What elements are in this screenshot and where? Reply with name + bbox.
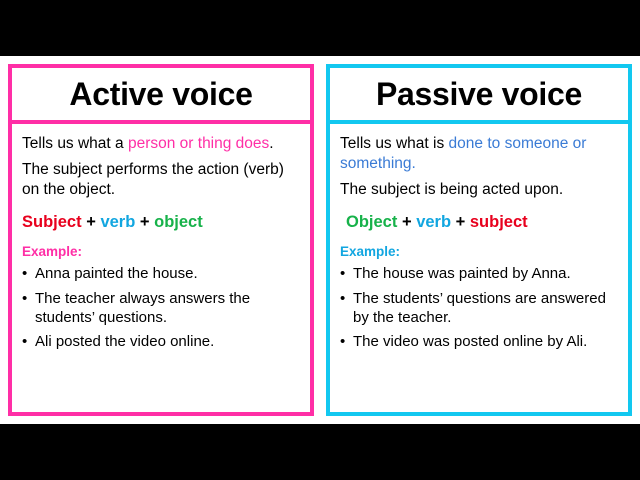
active-formula-subject: Subject — [22, 213, 82, 232]
active-example-list — [22, 265, 300, 351]
passive-formula-verb: verb — [416, 213, 452, 232]
active-formula-object: object — [154, 213, 203, 232]
active-definition-prefix: Tells us what a — [22, 135, 128, 152]
active-example-label: Example: — [22, 244, 83, 260]
passive-example-label: Example: — [340, 244, 401, 260]
active-formula-plus-1: + — [86, 213, 96, 232]
passive-voice-body — [326, 124, 632, 416]
list-item: • The teacher always answers the students’ questions. — [22, 290, 300, 327]
passive-formula-subject: subject — [469, 213, 528, 232]
passive-formula-plus-1: + — [401, 213, 412, 232]
passive-definition-line-2: The subject is being acted upon. — [340, 180, 564, 198]
passive-formula-plus-2: + — [455, 213, 466, 232]
passive-formula-object: Object — [346, 213, 398, 232]
active-voice-title: Active voice — [69, 76, 253, 112]
active-definition-highlight: person or thing does — [127, 135, 270, 152]
passive-voice-card — [326, 64, 632, 416]
list-item: • The students’ questions are answered by the teacher. — [340, 290, 618, 327]
passive-definition-highlight: done to someone or something. — [340, 135, 587, 172]
passive-formula — [340, 213, 618, 232]
passive-voice-title: Passive voice — [375, 76, 583, 112]
passive-example-list — [340, 265, 618, 351]
active-definition-line-2: The subject performs the action (verb) on the object. — [22, 160, 284, 198]
active-formula-verb: verb — [100, 213, 136, 232]
comparison-board — [0, 56, 640, 424]
passive-definition-prefix: Tells us what is — [340, 135, 449, 152]
list-item: • Anna painted the house. — [22, 265, 300, 284]
active-formula — [22, 213, 300, 232]
active-formula-plus-2: + — [139, 213, 150, 232]
list-item: • The video was posted online by Ali. — [340, 333, 618, 352]
active-voice-title-box — [8, 64, 314, 124]
list-item: • The house was painted by Anna. — [340, 265, 618, 284]
active-voice-body — [8, 124, 314, 416]
active-definition-line-1 — [22, 134, 300, 154]
passive-definition-line-1 — [340, 134, 618, 174]
passive-voice-title-box — [326, 64, 632, 124]
active-definition-suffix: . — [269, 135, 274, 152]
active-voice-card — [8, 64, 314, 416]
list-item: • Ali posted the video online. — [22, 333, 300, 352]
